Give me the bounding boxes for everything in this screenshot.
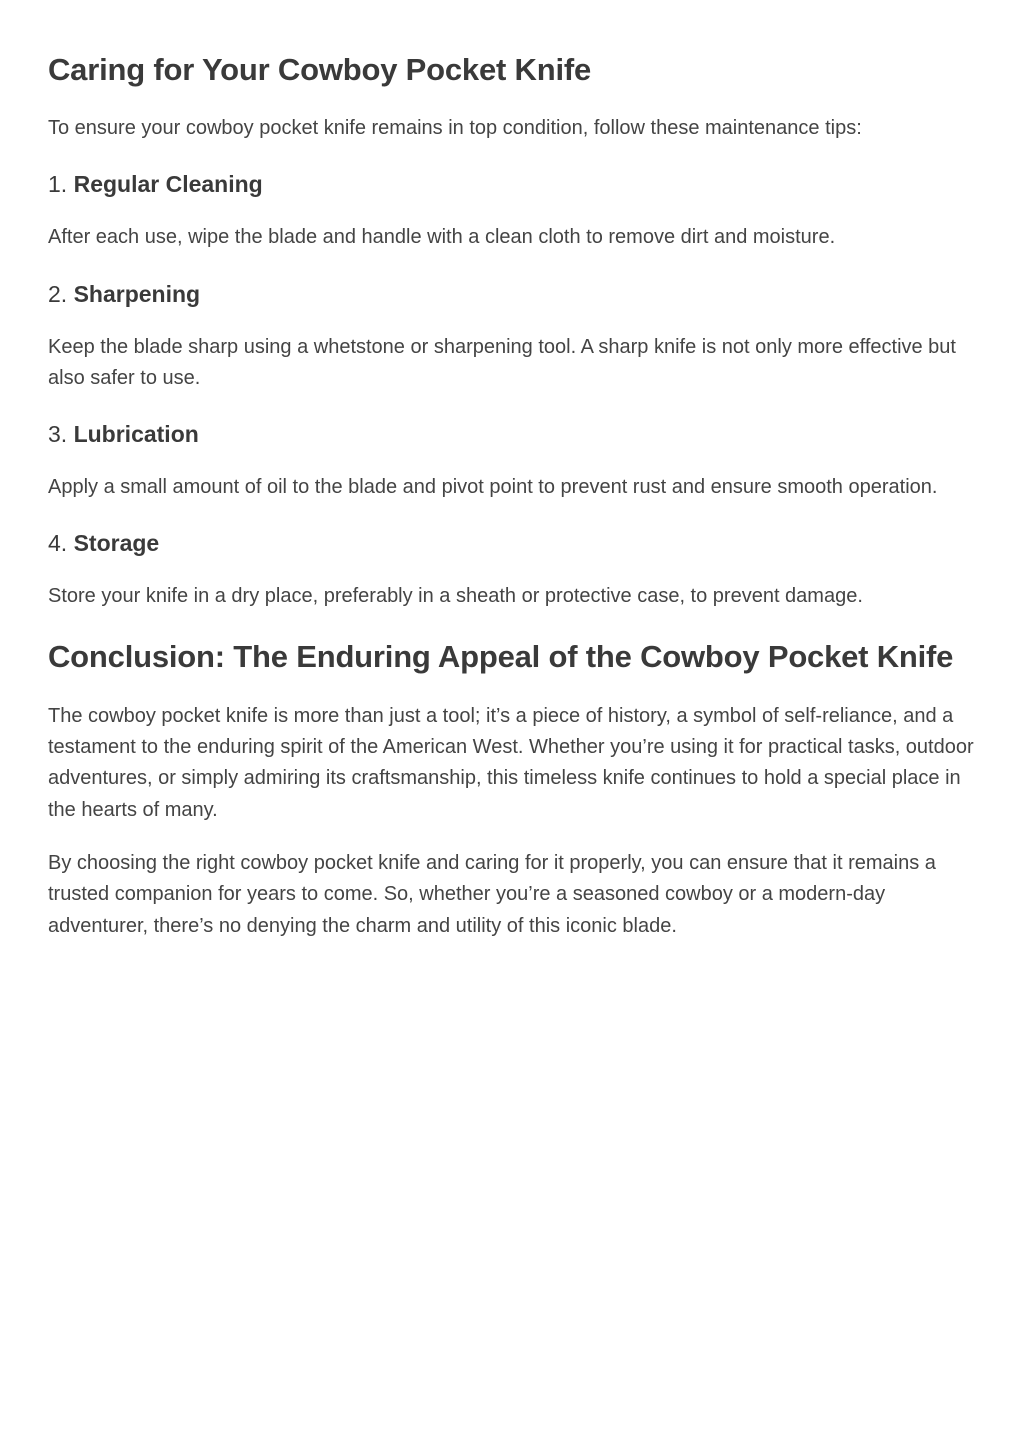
- tip-text-storage: Store your knife in a dry place, preferably in a sheath or protective case, to prevent damage.: [48, 585, 863, 608]
- tip-heading-sharpening: [48, 278, 978, 310]
- tip-text-sharpening: Keep the blade sharp using a whetstone or sharpening tool. A sharp knife is not only more effective but also safer to use.: [48, 335, 956, 389]
- section-heading-conclusion: Conclusion: The Enduring Appeal of the Cowboy Pocket Knife: [48, 638, 954, 674]
- intro-paragraph: To ensure your cowboy pocket knife remains in top condition, follow these maintenance tips:: [48, 117, 862, 139]
- tip-number: 4.: [48, 530, 74, 557]
- tip-number: 1.: [48, 171, 74, 198]
- tip-heading-cleaning: [48, 168, 978, 200]
- tip-number: 3.: [48, 421, 74, 448]
- conclusion-paragraph-2: By choosing the right cowboy pocket knife and caring for it properly, you can ensure that it remains a trusted companion for years to come. So, whether you’re a seasoned cowboy or a modern-day adventurer, there’s no denying the charm and utility of this iconic blade.: [48, 851, 936, 937]
- section-heading-caring: Caring for Your Cowboy Pocket Knife: [48, 52, 592, 87]
- tip-title: Regular Cleaning: [73, 171, 263, 198]
- tip-heading-lubrication: [48, 418, 978, 450]
- tip-title: Sharpening: [73, 280, 201, 307]
- article: [48, 0, 978, 942]
- tip-title: Lubrication: [73, 421, 199, 448]
- tip-text-cleaning: After each use, wipe the blade and handle with a clean cloth to remove dirt and moisture.: [48, 226, 836, 249]
- tip-title: Storage: [73, 530, 160, 557]
- tip-number: 2.: [48, 280, 74, 307]
- conclusion-paragraph-1: The cowboy pocket knife is more than just a tool; it’s a piece of history, a symbol of self-reliance, and a testament to the enduring spirit of the American West. Whether you’re using it for practical tasks, outdoor adventures, or simply admiring its craftsmanship, this timeless knife continues to hold a special place in the hearts of many.: [48, 704, 974, 821]
- tip-text-lubrication: Apply a small amount of oil to the blade and pivot point to prevent rust and ensure smooth operation.: [48, 476, 938, 499]
- tip-heading-storage: [48, 527, 978, 559]
